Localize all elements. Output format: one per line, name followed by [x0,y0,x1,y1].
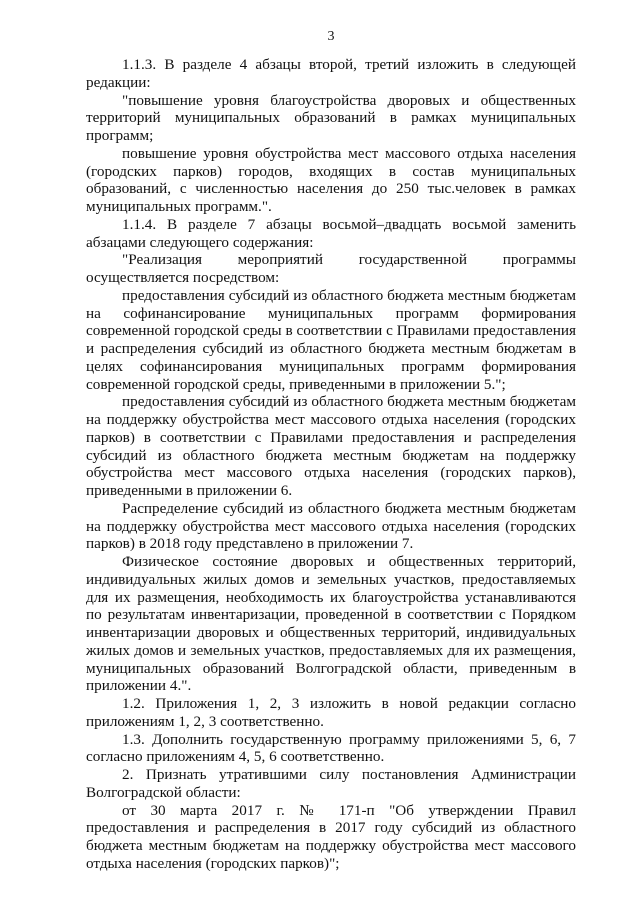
paragraph-subsidy-urban-environment: предоставления субсидий из областного бюджета местным бюджетам на софинансирование муниципальных программ формирования современной городской среды в соответствии с Правилами предоставления и распределения субсидий из областного бюджета местным бюджетам в целях софинансирования муниципальных программ формирования современной городской среды, приведенными в приложении 5."; [86,286,576,393]
paragraph-subsidy-parks: предоставления субсидий из областного бюджета местным бюджетам на поддержку обустройства мест массового отдыха населения (городских парков) в соответствии с Правилами предоставления и распределения субсидий из областного бюджета местным бюджетам на поддержку обустройства мест массового отдыха населения (городских парков), приведенными в приложении 6. [86,393,576,499]
document-body [86,56,576,873]
paragraph-1-1-4: 1.1.4. В разделе 7 абзацы восьмой–двадцать восьмой заменить абзацами следующего содержания: [86,215,576,251]
paragraph-1-3: 1.3. Дополнить государственную программу приложениями 5, 6, 7 согласно приложениям 4, 5, 6 соответственно. [86,730,576,766]
paragraph-physical-condition: Физическое состояние дворовых и общественных территорий, индивидуальных жилых домов и земельных участков, предоставляемых для их размещения, необходимость их благоустройства устанавливаются по результатам инвентаризации, проведенной в соответствии с Порядком инвентаризации дворовых и общественных территорий, индивидуальных жилых домов и земельных участков, предоставляемых для их размещения, муниципальных образований Волгоградской области, приведенным в приложении 4.". [86,553,576,695]
paragraph-parks-improvement: повышение уровня обустройства мест массового отдыха населения (городских парков) городов, входящих в состав муниципальных образований, с численностью населения до 250 тыс.человек в рамках муниципальных программ.". [86,144,576,215]
paragraph-repealed-171p: от 30 марта 2017 г. № 171-п "Об утверждении Правил предоставления и распределения в 2017 году субсидий из областного бюджета местным бюджетам на поддержку обустройства мест массового отдыха населения (городских парков)"; [86,801,576,872]
page-number: 3 [327,29,335,44]
paragraph-distribution-2018: Распределение субсидий из областного бюджета местным бюджетам на поддержку обустройства мест массового отдыха населения (городских парков) в 2018 году представлено в приложении 7. [86,499,576,553]
paragraph-1-2: 1.2. Приложения 1, 2, 3 изложить в новой редакции согласно приложениям 1, 2, 3 соответственно. [86,695,576,730]
paragraph-quote-improvement: "повышение уровня благоустройства дворовых и общественных территорий муниципальных образований в рамках муниципальных программ; [86,91,576,144]
paragraph-implementation: "Реализация мероприятий государственной программы осуществляется посредством: [86,251,576,286]
paragraph-1-1-3: 1.1.3. В разделе 4 абзацы второй, третий изложить в следующей редакции: [86,56,576,91]
paragraph-2: 2. Признать утратившими силу постановления Администрации Волгоградской области: [86,766,576,801]
